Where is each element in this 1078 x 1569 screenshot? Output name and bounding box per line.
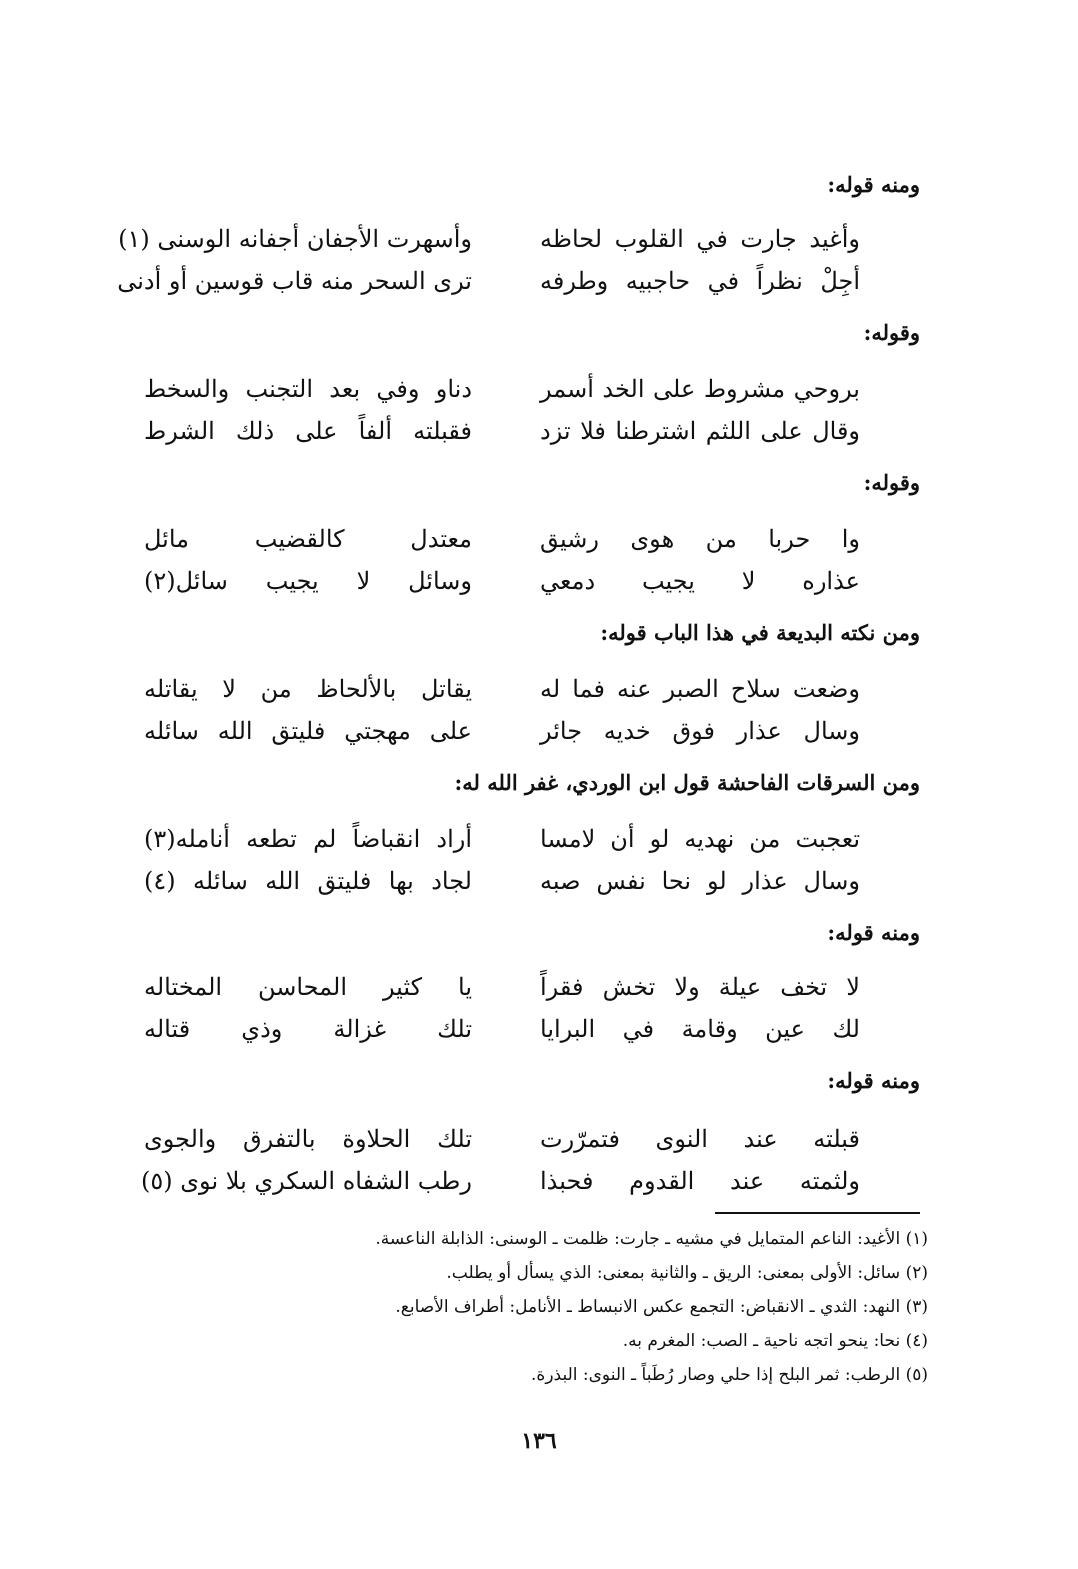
verse-3-line-1-hemistich-1: وا حربا من هوى رشيق [540, 525, 860, 553]
verse-2-line-1-hemistich-2: دناو وفي بعد التجنب والسخط [144, 375, 472, 403]
verse-6-line-1-hemistich-1: لا تخف عيلة ولا تخش فقراً [540, 973, 860, 1001]
verse-1-line-2-hemistich-1: أجِلْ نظراً في حاجبيه وطرفه [540, 267, 860, 295]
verse-5-line-2-hemistich-1: وسال عذار لو نحا نفس صبه [540, 867, 860, 895]
verse-4-line-1-hemistich-2: يقاتل بالألحاظ من لا يقاتله [144, 675, 472, 703]
verse-6 [0, 966, 1078, 1050]
verse-1 [0, 218, 1078, 302]
footnotes [148, 1222, 928, 1392]
verse-4 [0, 668, 1078, 752]
verse-6-line-2-hemistich-2: تلك غزالة وذي قتاله [144, 1015, 472, 1043]
verse-7-line-2-hemistich-2: رطب الشفاه السكري بلا نوى (٥) [141, 1167, 472, 1195]
verse-6-line-2-hemistich-1: لك عين وقامة في البرايا [540, 1015, 860, 1043]
verse-5-line-1-hemistich-1: تعجبت من نهديه لو أن لامسا [540, 825, 860, 853]
section-heading-4: ومن نكته البديعة في هذا الباب قوله: [600, 620, 920, 645]
footnote-divider [715, 1212, 920, 1214]
footnote-1: (١) الأغيد: الناعم المتمايل في مشيه ـ جارت: ظلمت ـ الوسنى: الذابلة الناعسة. [375, 1229, 928, 1249]
verse-6-line-1-hemistich-2: يا كثير المحاسن المختاله [144, 973, 472, 1001]
verse-5 [0, 818, 1078, 902]
verse-1-line-1-hemistich-2: وأسهرت الأجفان أجفانه الوسنى (١) [118, 225, 472, 253]
footnote-2: (٢) سائل: الأولى بمعنى: الريق ـ والثانية بمعنى: الذي يسأل أو يطلب. [446, 1263, 928, 1283]
verse-3-line-2-hemistich-1: عذاره لا يجيب دمعي [540, 567, 860, 595]
footnote-5: (٥) الرطب: ثمر البلح إذا حلي وصار رُطَباً ـ النوى: البذرة. [531, 1365, 928, 1385]
verse-7-line-2-hemistich-1: ولثمته عند القدوم فحبذا [540, 1167, 860, 1195]
verse-3 [0, 518, 1078, 602]
verse-5-line-2-hemistich-2: لجاد بها فليتق الله سائله (٤) [144, 867, 472, 895]
footnote-3: (٣) النهد: الثدي ـ الانقباض: التجمع عكس الانبساط ـ الأنامل: أطراف الأصابع. [395, 1297, 928, 1317]
verse-3-line-2-hemistich-2: وسائل لا يجيب سائل(٢) [144, 567, 472, 595]
section-heading-5: ومن السرقات الفاحشة قول ابن الوردي، غفر الله له: [454, 770, 920, 795]
footnote-4: (٤) نحا: ينحو اتجه ناحية ـ الصب: المغرم به. [622, 1331, 928, 1351]
section-heading-3: وقوله: [863, 470, 920, 495]
section-heading-1: ومنه قوله: [827, 172, 920, 197]
verse-2-line-2-hemistich-1: وقال على اللثم اشترطنا فلا تزد [540, 417, 860, 445]
verse-2-line-2-hemistich-2: فقبلته ألفاً على ذلك الشرط [144, 417, 472, 445]
verse-4-line-2-hemistich-1: وسال عذار فوق خديه جائر [540, 717, 860, 745]
section-heading-7: ومنه قوله: [827, 1068, 920, 1093]
verse-7-line-1-hemistich-2: تلك الحلاوة بالتفرق والجوى [144, 1125, 472, 1153]
section-heading-6: ومنه قوله: [827, 920, 920, 945]
page-number: ١٣٦ [521, 1428, 557, 1454]
verse-7-line-1-hemistich-1: قبلته عند النوى فتمرّرت [540, 1125, 860, 1153]
verse-2 [0, 368, 1078, 452]
verse-1-line-1-hemistich-1: وأغيد جارت في القلوب لحاظه [540, 225, 860, 253]
verse-3-line-1-hemistich-2: معتدل كالقضيب مائل [144, 525, 472, 553]
verse-4-line-2-hemistich-2: على مهجتي فليتق الله سائله [144, 717, 472, 745]
section-heading-2: وقوله: [863, 320, 920, 345]
verse-7 [0, 1118, 1078, 1202]
verse-2-line-1-hemistich-1: بروحي مشروط على الخد أسمر [540, 375, 860, 403]
verse-5-line-1-hemistich-2: أراد انقباضاً لم تطعه أنامله(٣) [144, 825, 472, 853]
verse-1-line-2-hemistich-2: ترى السحر منه قاب قوسين أو أدنى [117, 267, 472, 295]
verse-4-line-1-hemistich-1: وضعت سلاح الصبر عنه فما له [540, 675, 860, 703]
